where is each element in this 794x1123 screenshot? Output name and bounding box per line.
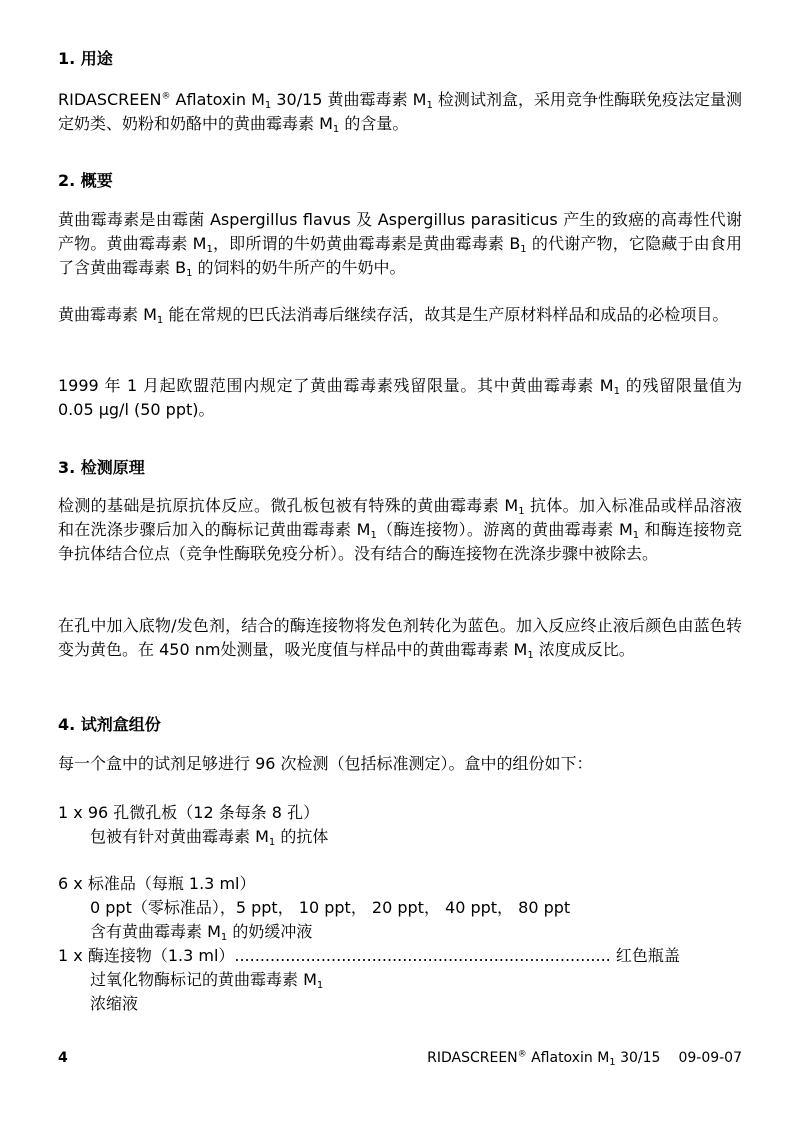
text-run: 的含量。 xyxy=(339,114,409,133)
text-run: 1999 年 1 月起欧盟范围内规定了黄曲霉毒素残留限量。其中黄曲霉毒素 M xyxy=(58,376,614,395)
section-4-title: 4. 试剂盒组份 xyxy=(58,715,161,734)
text-run: 和酶连接物竞争抗体结合位点（竞争性酶联免疫分析）。没有结合的酶连接物在洗涤步骤中被除去。 xyxy=(58,520,742,563)
text-run: RIDASCREEN xyxy=(58,90,162,109)
kit-item-standards xyxy=(58,872,742,944)
text-run: 的抗体 xyxy=(275,827,329,846)
text-run: 过氧化物酶标记的黄曲霉毒素 M xyxy=(90,970,317,989)
kit-item-detail xyxy=(58,968,742,992)
subscript: 1 xyxy=(370,530,377,541)
text-run: （酶连接物）。游离的黄曲霉毒素 M xyxy=(376,520,633,539)
section-3-paragraph-1 xyxy=(58,494,742,566)
text-run: 检测的基础是抗原抗体反应。微孔板包被有特殊的黄曲霉毒素 M xyxy=(58,496,519,515)
kit-item-detail: 浓缩液 xyxy=(90,994,139,1013)
section-3-paragraph-2 xyxy=(58,614,742,662)
text-run: 的代谢产物，它隐藏于由食用了含黄曲霉毒素 B xyxy=(58,234,742,277)
subscript: 1 xyxy=(527,650,534,661)
section-2 xyxy=(58,170,742,192)
text-run: 检测试剂盒，采用竞争性酶联免疫法定量测定奶类、奶粉和奶酪中的黄曲霉毒素 M xyxy=(58,90,742,133)
kit-item-microplate xyxy=(58,801,742,849)
section-3 xyxy=(58,457,742,479)
subscript: 1 xyxy=(426,100,433,111)
text-run: 含有黄曲霉毒素 M xyxy=(90,922,221,941)
text-run: RIDASCREEN xyxy=(427,1050,518,1066)
section-1 xyxy=(58,48,742,70)
subscript: 1 xyxy=(332,124,340,135)
registered-mark: ® xyxy=(161,91,171,102)
section-1-paragraph xyxy=(58,88,742,136)
text-run: 黄曲霉毒素 M xyxy=(58,305,157,324)
section-3-title: 3. 检测原理 xyxy=(58,458,145,477)
text-run: 30/15 xyxy=(615,1050,661,1066)
text-run: 黄曲霉毒素是由霉菌 Aspergillus flavus 及 Aspergillus parasiticus 产生的致癌的高毒性代谢产物。黄曲霉毒素 M xyxy=(58,210,742,253)
kit-item-conjugate xyxy=(58,944,742,1016)
subscript: 1 xyxy=(316,980,324,991)
subscript: 1 xyxy=(632,530,640,541)
section-4 xyxy=(58,714,742,736)
section-1-title: 1. 用途 xyxy=(58,49,113,68)
subscript: 1 xyxy=(613,386,620,397)
kit-item-line: 1 x 酶连接物（1.3 ml）.......................................................................... 红色瓶盖 xyxy=(58,946,680,965)
text-run: 抗体。加入标准品或样品溶液和在洗涤步骤后加入的酶标记黄曲霉毒素 M xyxy=(58,496,742,539)
subscript: 1 xyxy=(264,100,272,111)
text-run: 的残留限量值为 0.05 µg/l (50 ppt)。 xyxy=(58,376,742,419)
subscript: 1 xyxy=(518,506,525,517)
kit-item-detail xyxy=(58,920,742,944)
footer-date: 09-09-07 xyxy=(678,1050,742,1066)
subscript: 1 xyxy=(609,1057,616,1068)
page-number: 4 xyxy=(58,1050,68,1066)
text-run: 30/15 黄曲霉毒素 M xyxy=(271,90,427,109)
subscript: 1 xyxy=(186,268,193,279)
subscript: 1 xyxy=(206,244,213,255)
text-run: 的饲料的奶牛所产的牛奶中。 xyxy=(192,258,406,277)
kit-item-line: 1 x 96 孔微孔板（12 条每条 8 孔） xyxy=(58,803,320,822)
section-2-paragraph-1 xyxy=(58,208,742,280)
text-run: Aflatoxin M xyxy=(526,1050,610,1066)
section-4-intro: 每一个盒中的试剂足够进行 96 次检测（包括标准测定）。盒中的组份如下： xyxy=(58,754,593,773)
footer-product xyxy=(427,1049,742,1067)
section-2-title: 2. 概要 xyxy=(58,171,113,190)
section-2-paragraph-2 xyxy=(58,303,742,327)
text-run: 能在常规的巴氏法消毒后继续存活，故其是生产原材料样品和成品的必检项目。 xyxy=(163,305,729,324)
text-run: Aflatoxin M xyxy=(170,90,265,109)
text-run: 的奶缓冲液 xyxy=(227,922,313,941)
registered-mark: ® xyxy=(517,1049,527,1060)
text-run: 在孔中加入底物/发色剂，结合的酶连接物将发色剂转化为蓝色。加入反应终止液后颜色由蓝色转变为黄色。在 450 nm处测量，吸光度值与样品中的黄曲霉毒素 M xyxy=(58,616,742,659)
subscript: 1 xyxy=(220,932,228,943)
kit-item-detail xyxy=(58,825,742,849)
text-run: 包被有针对黄曲霉毒素 M xyxy=(90,827,269,846)
kit-item-line: 6 x 标准品（每瓶 1.3 ml） xyxy=(58,874,256,893)
subscript: 1 xyxy=(268,837,276,848)
subscript: 1 xyxy=(156,315,164,326)
text-run: 浓度成反比。 xyxy=(533,640,635,659)
subscript: 1 xyxy=(520,244,527,255)
section-2-paragraph-3 xyxy=(58,374,742,422)
kit-item-detail: 0 ppt（零标准品），5 ppt， 10 ppt， 20 ppt， 40 ppt， 80 ppt xyxy=(90,898,571,917)
text-run: ，即所谓的牛奶黄曲霉毒素是黄曲霉毒素 B xyxy=(212,234,521,253)
